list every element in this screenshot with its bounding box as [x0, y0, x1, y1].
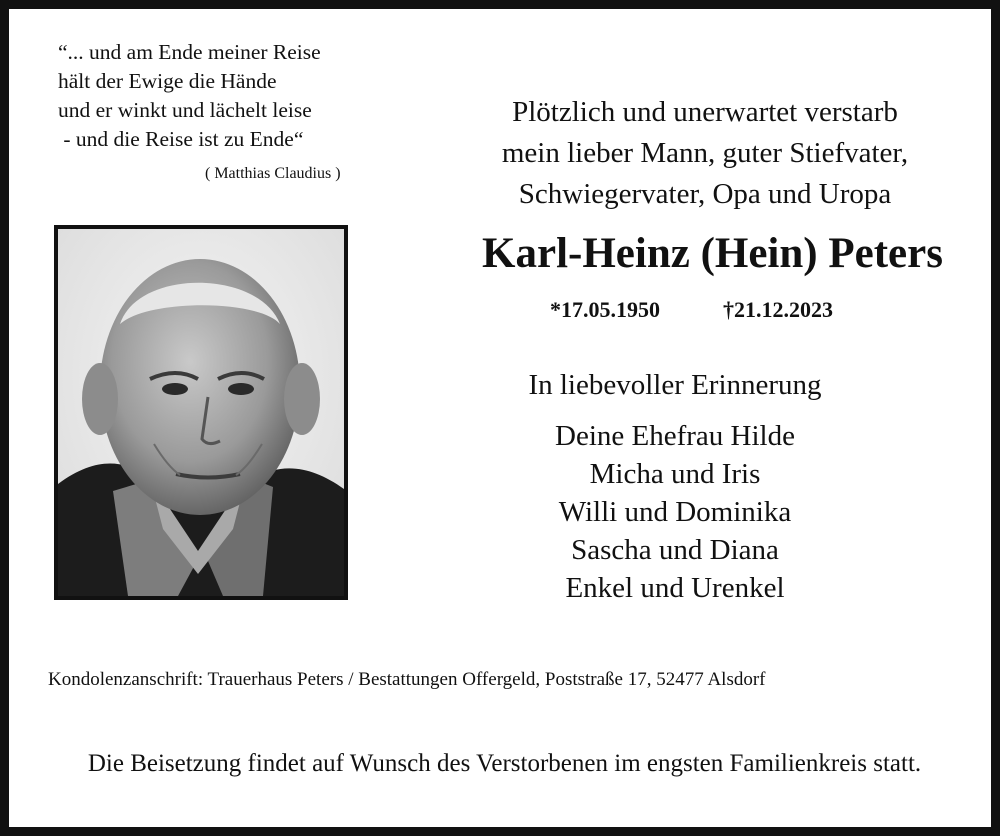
family-member: Deine Ehefrau Hilde — [555, 420, 795, 452]
condolence-address: Kondolenzanschrift: Trauerhaus Peters / Bestattungen Offergeld, Poststraße 17, 52477 Alsdorf — [48, 669, 766, 690]
family-list — [470, 417, 880, 607]
quote-line: - und die Reise ist zu Ende“ — [58, 127, 304, 151]
quote-line: und er winkt und lächelt leise — [58, 98, 312, 122]
burial-notice: Die Beisetzung findet auf Wunsch des Verstorbenen im engsten Familienkreis statt. — [87, 750, 922, 777]
deceased-name: Karl-Heinz (Hein) Peters — [482, 230, 943, 277]
memory-heading: In liebevoller Erinnerung — [528, 369, 822, 401]
birth-date: *17.05.1950 — [550, 297, 660, 322]
family-member: Willi und Dominika — [558, 496, 792, 528]
quote-line: “... und am Ende meiner Reise — [58, 40, 321, 64]
quote-line: hält der Ewige die Hände — [58, 69, 277, 93]
family-member: Micha und Iris — [589, 458, 761, 490]
quote-author: ( Matthias Claudius ) — [205, 165, 341, 182]
intro-line: Schwiegervater, Opa und Uropa — [518, 178, 892, 210]
portrait-image — [58, 229, 344, 596]
intro-line: mein lieber Mann, guter Stiefvater, — [501, 137, 909, 169]
intro-line: Plötzlich und unerwartet verstarb — [512, 96, 898, 128]
intro-text — [440, 92, 970, 215]
family-member: Enkel und Urenkel — [565, 572, 785, 604]
quote-block — [58, 38, 398, 154]
death-date: †21.12.2023 — [723, 297, 833, 322]
portrait-photo — [54, 225, 348, 600]
family-member: Sascha und Diana — [571, 534, 779, 566]
